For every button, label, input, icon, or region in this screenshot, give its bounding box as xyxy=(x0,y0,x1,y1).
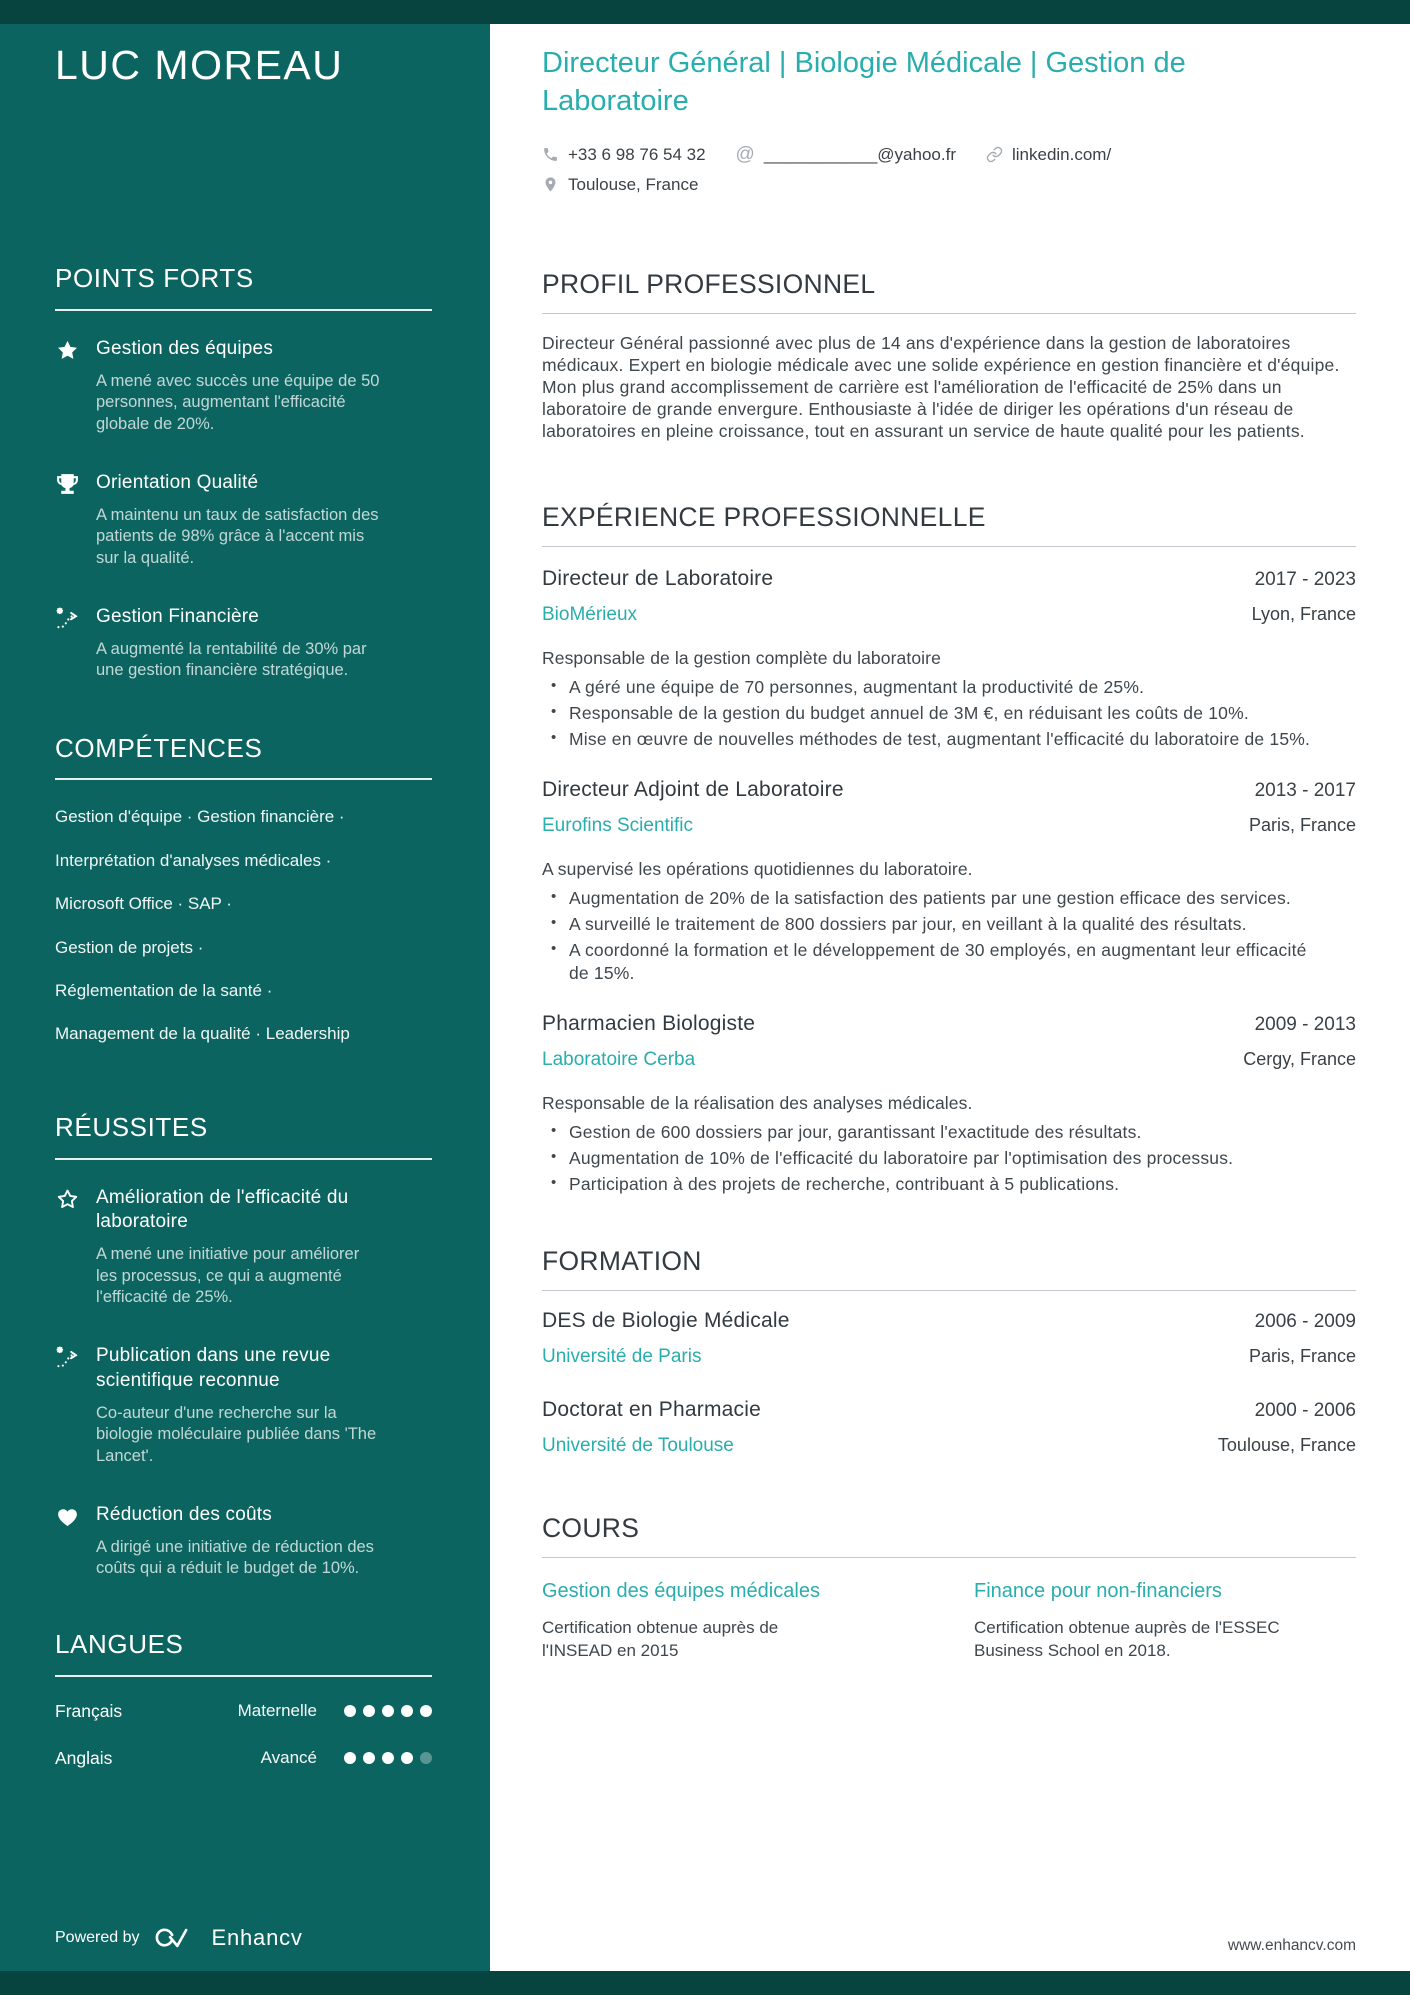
achievement-title: Amélioration de l'efficacité du laboratoire xyxy=(96,1186,349,1233)
competences-heading: COMPÉTENCES xyxy=(55,734,432,781)
degree-entry xyxy=(542,1309,1356,1368)
profil-heading: PROFIL PROFESSIONNEL xyxy=(542,269,1356,314)
trophy-icon xyxy=(55,471,81,569)
strength-item xyxy=(55,605,432,682)
job-dates: 2017 - 2023 xyxy=(1254,568,1356,590)
job-bullet: • Augmentation de 10% de l'efficacité du laboratoire par l'optimisation des processus. xyxy=(542,1147,1312,1170)
job-bullet: • Gestion de 600 dossiers par jour, garantissant l'exactitude des résultats. xyxy=(542,1121,1312,1144)
degree-title: DES de Biologie Médicale xyxy=(542,1309,790,1333)
skill-line: Microsoft Office · SAP · xyxy=(55,894,232,914)
degree-dates: 2006 - 2009 xyxy=(1254,1311,1356,1333)
language-row xyxy=(55,1701,432,1722)
job-summary: Responsable de la réalisation des analyses médicales. xyxy=(542,1092,973,1113)
achievement-desc: A mené une initiative pour améliorer les processus, ce qui a augmenté l'efficacité de 25%. xyxy=(96,1245,360,1306)
degree-entry xyxy=(542,1398,1356,1457)
language-row xyxy=(55,1748,432,1769)
job-bullet: • Participation à des projets de recherche, contribuant à 5 publications. xyxy=(542,1173,1312,1196)
degree-school: Université de Toulouse xyxy=(542,1435,734,1457)
job-entry xyxy=(542,778,1356,986)
course-title: Gestion des équipes médicales xyxy=(542,1580,820,1603)
strength-desc: A mené avec succès une équipe de 50 personnes, augmentant l'efficacité globale de 20%. xyxy=(96,371,380,433)
job-title: Directeur Adjoint de Laboratoire xyxy=(542,777,844,801)
contact-row xyxy=(542,175,1356,195)
job-bullets xyxy=(542,887,1356,986)
achievement-item xyxy=(55,1186,432,1309)
enhancv-logo-icon xyxy=(154,1926,198,1950)
achievement-title: Réduction des coûts xyxy=(96,1504,272,1526)
job-bullets xyxy=(542,676,1356,752)
job-bullet: • A surveillé le traitement de 800 dossiers par jour, en veillant à la qualité des résultats. xyxy=(542,913,1312,936)
location-text: Toulouse, France xyxy=(568,174,699,194)
email-contact[interactable] xyxy=(736,145,956,165)
degree-dates: 2000 - 2006 xyxy=(1254,1400,1356,1422)
top-accent-band xyxy=(0,0,1410,24)
course-entry xyxy=(542,1580,974,1663)
strength-title: Gestion Financière xyxy=(96,606,260,628)
skill-line: Management de la qualité · Leadership xyxy=(55,1024,350,1044)
degree-title: Doctorat en Pharmacie xyxy=(542,1398,761,1422)
strategy-icon xyxy=(55,1344,81,1467)
section-reussites xyxy=(55,1113,432,1580)
language-name: Anglais xyxy=(55,1747,113,1768)
contact-row xyxy=(542,145,1356,165)
job-bullet: • A géré une équipe de 70 personnes, augmentant la productivité de 25%. xyxy=(542,676,1312,699)
main-content xyxy=(490,24,1410,1723)
job-location: Lyon, France xyxy=(1251,603,1356,624)
reussites-heading: RÉUSSITES xyxy=(55,1113,432,1160)
heart-icon xyxy=(55,1503,81,1580)
profil-text: Directeur Général passionné avec plus de 14 ans d'expérience dans la gestion de laboratoires médicaux. Expert en biologie médicale avec une solide expérience en gestion financière et d'équipe. Mon plus grand accomplissement de carrière est l'amélioration de l'efficacité de 25% dans un laboratoire de grande envergure. Enthousiaste à l'idée de diriger les opérations d'un réseau de laboratoires en pleine croissance, tout en assurant un service de haute qualité pour les patients. xyxy=(542,332,1340,441)
job-summary: Responsable de la gestion complète du laboratoire xyxy=(542,647,941,668)
degree-school: Université de Paris xyxy=(542,1346,702,1368)
course-entry xyxy=(974,1580,1356,1663)
job-entry xyxy=(542,567,1356,752)
email-address: ____________@yahoo.fr xyxy=(763,144,956,164)
phone-contact[interactable] xyxy=(542,145,706,165)
job-location: Paris, France xyxy=(1248,814,1356,835)
job-company: Eurofins Scientific xyxy=(542,814,694,836)
location-pin-icon xyxy=(542,176,559,193)
phone-icon xyxy=(542,146,559,163)
job-title: Pharmacien Biologiste xyxy=(542,1011,756,1035)
job-title: Directeur de Laboratoire xyxy=(542,566,774,590)
job-company: BioMérieux xyxy=(542,603,638,625)
skill-line: Interprétation d'analyses médicales · xyxy=(55,850,332,870)
langues-heading: LANGUES xyxy=(55,1630,432,1677)
degree-location: Toulouse, France xyxy=(1217,1435,1356,1456)
achievement-desc: Co-auteur d'une recherche sur la biologie moléculaire publiée dans 'The Lancet'. xyxy=(96,1403,377,1465)
job-bullet: • Augmentation de 20% de la satisfaction des patients par une gestion efficace des services. xyxy=(542,887,1312,910)
strength-desc: A maintenu un taux de satisfaction des patients de 98% grâce à l'accent mis sur la qualité. xyxy=(96,505,379,567)
resume-headline: Directeur Général | Biologie Médicale | Gestion de Laboratoire xyxy=(542,47,1186,117)
skill-line: Réglementation de la santé · xyxy=(55,981,273,1001)
achievement-title: Publication dans une revue scientifique reconnue xyxy=(96,1345,331,1392)
achievement-desc: A dirigé une initiative de réduction des coûts qui a réduit le budget de 10%. xyxy=(96,1537,374,1578)
course-desc: Certification obtenue auprès de l'INSEAD en 2015 xyxy=(542,1618,779,1660)
link-icon xyxy=(986,146,1003,163)
language-level-dots xyxy=(344,1705,432,1717)
achievement-item xyxy=(55,1344,432,1467)
language-name: Français xyxy=(55,1700,123,1721)
star-outline-icon xyxy=(55,1186,81,1309)
job-location: Cergy, France xyxy=(1243,1048,1356,1069)
achievement-item xyxy=(55,1503,432,1580)
language-level: Avancé xyxy=(260,1748,317,1768)
strength-desc: A augmenté la rentabilité de 30% par une gestion financière stratégique. xyxy=(96,639,367,680)
powered-by-label: Powered by xyxy=(55,1929,140,1946)
linkedin-contact[interactable] xyxy=(986,145,1111,165)
language-level-dots xyxy=(344,1752,432,1764)
language-level: Maternelle xyxy=(237,1701,317,1721)
points-forts-heading: POINTS FORTS xyxy=(55,264,432,311)
linkedin-url: linkedin.com/ xyxy=(1011,144,1112,164)
job-dates: 2009 - 2013 xyxy=(1254,1013,1356,1035)
experience-heading: EXPÉRIENCE PROFESSIONNELLE xyxy=(542,502,1356,547)
location-item xyxy=(542,175,698,195)
job-bullet: • Mise en œuvre de nouvelles méthodes de test, augmentant l'efficacité du laboratoire de 15%. xyxy=(542,728,1312,751)
courses-grid xyxy=(542,1580,1356,1663)
section-competences xyxy=(55,734,432,1045)
strength-item xyxy=(55,471,432,569)
at-icon: @ xyxy=(735,144,755,166)
strategy-icon xyxy=(55,605,81,682)
job-bullets xyxy=(542,1121,1356,1197)
job-entry xyxy=(542,1012,1356,1197)
strength-item xyxy=(55,337,432,435)
degree-location: Paris, France xyxy=(1248,1346,1356,1367)
bottom-accent-band xyxy=(0,1971,1410,1995)
job-company: Laboratoire Cerba xyxy=(542,1048,696,1070)
formation-heading: FORMATION xyxy=(542,1246,1356,1291)
cours-heading: COURS xyxy=(542,1513,1356,1558)
job-dates: 2013 - 2017 xyxy=(1254,779,1356,801)
skill-line: Gestion de projets · xyxy=(55,937,204,957)
sidebar xyxy=(0,0,490,1995)
section-langues xyxy=(55,1630,432,1769)
job-summary: A supervisé les opérations quotidiennes du laboratoire. xyxy=(542,858,973,879)
course-desc: Certification obtenue auprès de l'ESSEC Business School en 2018. xyxy=(974,1618,1280,1660)
enhancv-brand-label: Enhancv xyxy=(211,1925,303,1950)
star-icon xyxy=(55,337,81,435)
job-bullet: • A coordonné la formation et le développement de 30 employés, en augmentant leur efficacité de 15%. xyxy=(542,939,1312,986)
phone-number: +33 6 98 76 54 32 xyxy=(568,144,706,164)
strength-title: Orientation Qualité xyxy=(96,472,259,494)
section-points-forts xyxy=(55,264,432,681)
skill-line: Gestion d'équipe · Gestion financière · xyxy=(55,807,345,827)
strength-title: Gestion des équipes xyxy=(96,338,274,360)
job-bullet: • Responsable de la gestion du budget annuel de 3M €, en réduisant les coûts de 10%. xyxy=(542,702,1312,725)
candidate-name: LUC MOREAU xyxy=(55,42,344,88)
powered-by-enhancv[interactable] xyxy=(55,1925,303,1951)
enhancv-website-link[interactable]: www.enhancv.com xyxy=(1227,1937,1356,1954)
course-title: Finance pour non-financiers xyxy=(974,1580,1222,1603)
